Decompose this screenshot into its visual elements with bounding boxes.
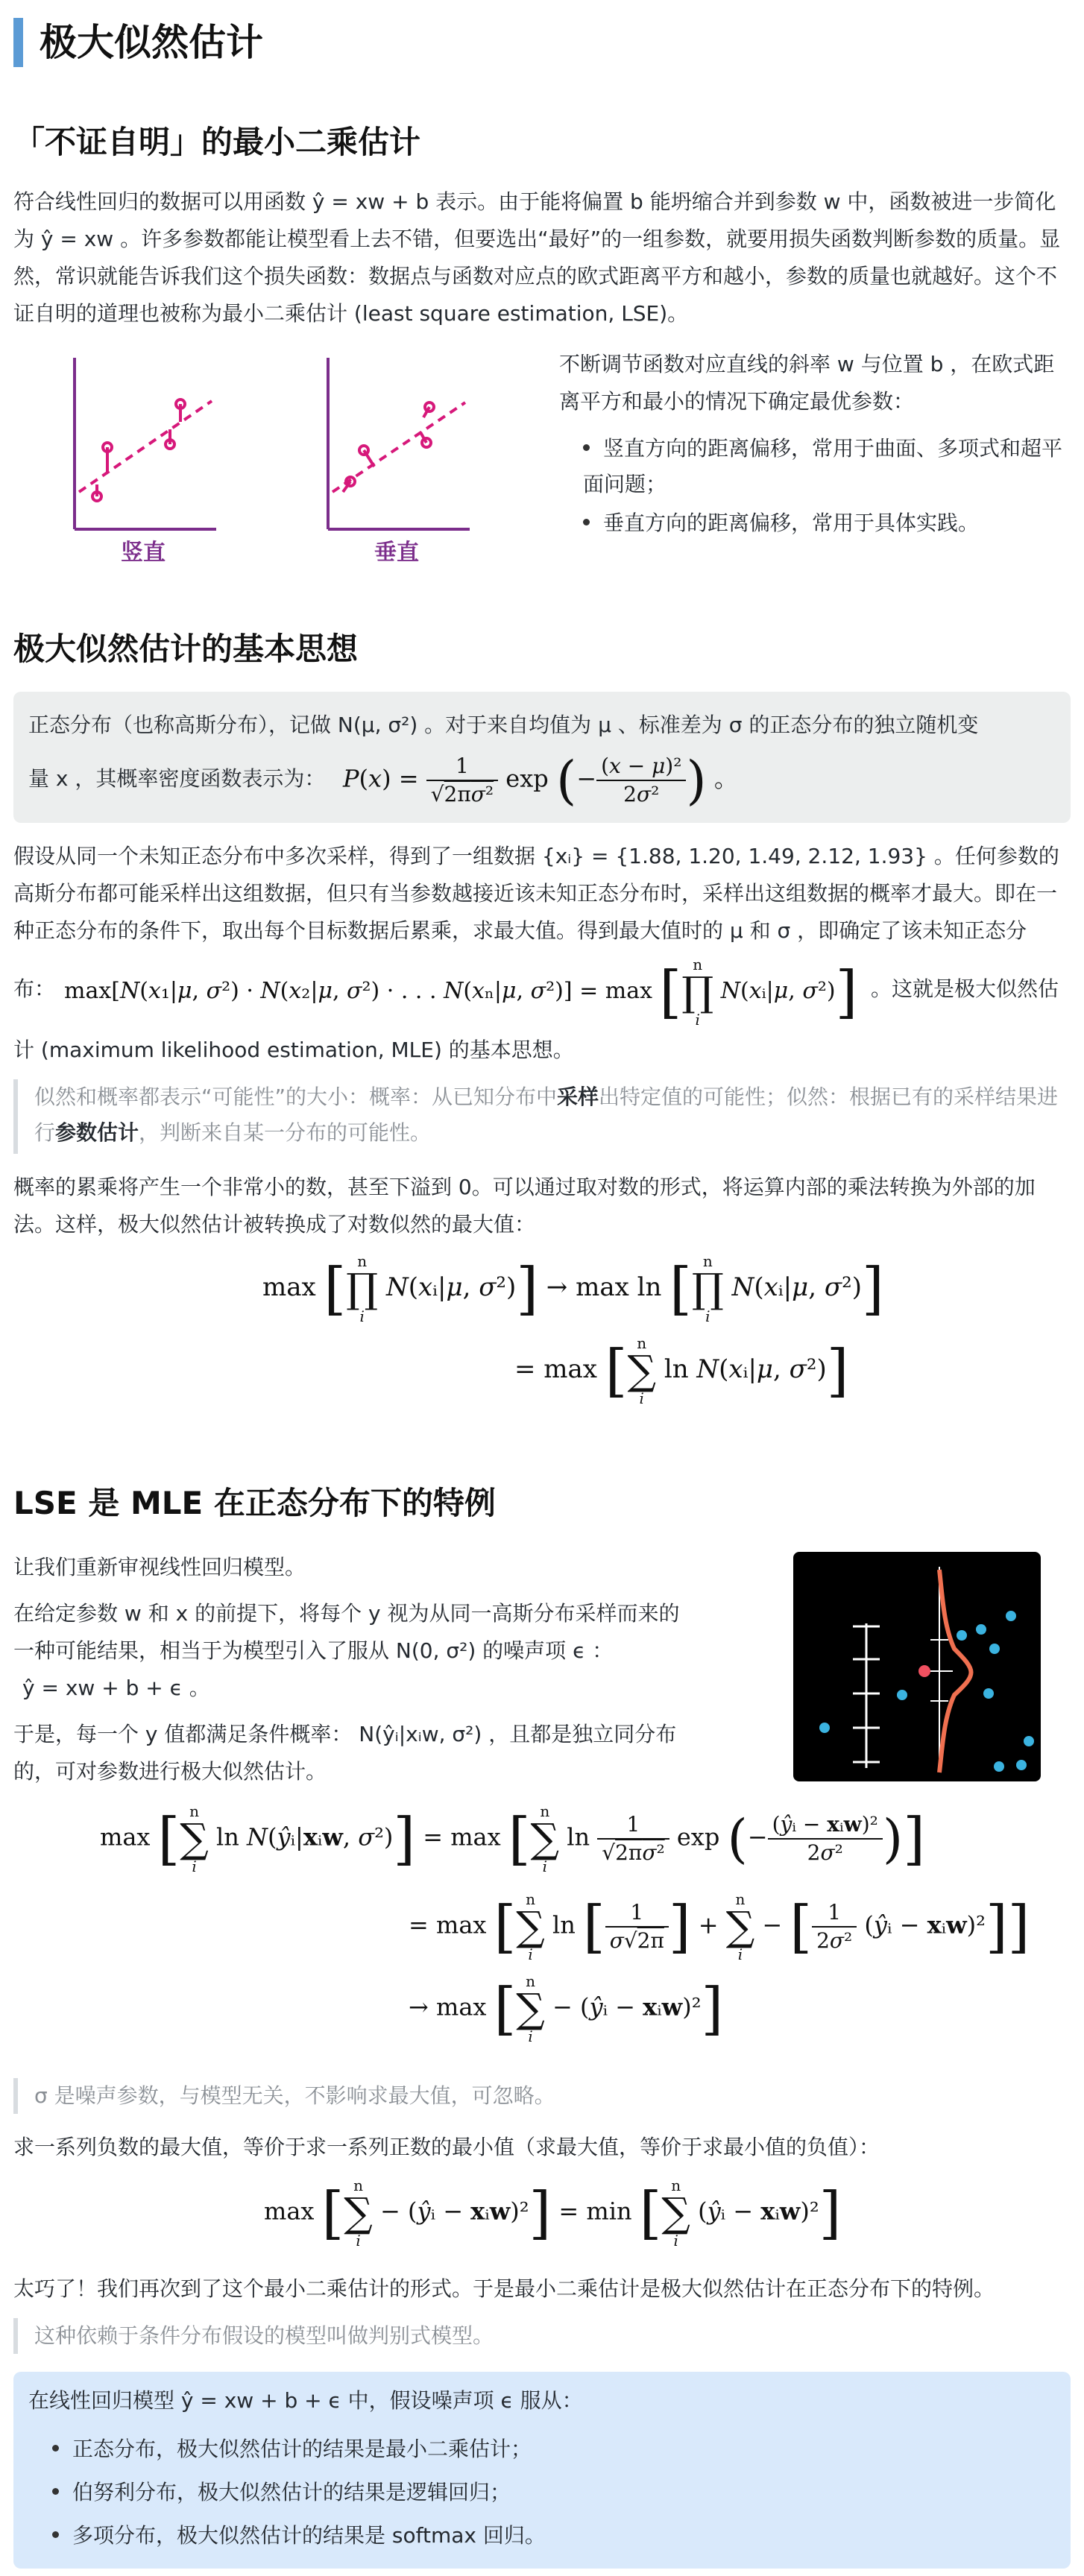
section-heading-mle-idea: 极大似然估计的基本思想 (13, 631, 359, 667)
bullet-text: 多项分布，极大似然估计的结果是 softmax 回归。 (72, 2523, 546, 2548)
summary-intro: 在线性回归模型 ŷ = xw + b + ϵ 中，假设噪声项 ϵ 服从： (28, 2388, 583, 2413)
list-item (583, 505, 1068, 541)
mle-derivation-line-3: → max [ n ∑ i − (ŷᵢ − xᵢw)²] (409, 1972, 724, 2045)
sigma-note: σ 是噪声参数，与模型无关，不影响求最大值，可忽略。 (13, 2078, 1071, 2114)
bullet-text: 正态分布，极大似然估计的结果是最小二乘估计； (72, 2437, 532, 2461)
noise-line-2: 一种可能结果，相当于为模型引入了服从 N(0, σ²) 的噪声项 ϵ ： (13, 1638, 614, 1663)
box-line-2: 量 x ，其概率密度函数表示为： (28, 766, 326, 791)
quote-text: 行 (34, 1120, 56, 1145)
section-heading-lse: 「不证自明」的最小二乘估计 (13, 124, 421, 160)
gaussian-noise-figure (793, 1552, 1041, 1781)
discriminative-note: 这种依赖于条件分布假设的模型叫做判别式模型。 (13, 2318, 1071, 2354)
sampling-line-2: 高斯分布都可能采样出这组数据，但只有当参数越接近该未知正态分布时，采样出这组数据的概率才最大。即在一 (13, 881, 1058, 906)
likelihood-note (13, 1079, 1071, 1154)
bullet-dot (583, 444, 590, 451)
box-line-1: 正态分布（也称高斯分布），记做 N(μ, σ²) 。对于来自均值为 μ 、标准差为 σ 的正态分布的独立随机变 (28, 713, 979, 737)
sampling-line-5: 计 (maximum likelihood estimation, MLE) 的基本思想。 (13, 1038, 574, 1062)
noise-line-1: 在给定参数 w 和 x 的前提下，将每个 y 视为从同一高斯分布采样而来的 (13, 1601, 680, 1626)
section-heading-lse-special-case: LSE 是 MLE 在正态分布下的特例 (13, 1485, 496, 1521)
log-likelihood-formula-1: max [ n ∏ i N(xᵢ|μ, σ²)] → max ln [ n ∏ i N(xᵢ|μ, σ²)] (262, 1252, 884, 1325)
max-product-formula: max[N(x₁|μ, σ²) · N(x₂|μ, σ²) · . . . N(xₙ|μ, σ²)] = max [ n ∏ i N(xᵢ|μ, σ²)] (64, 956, 858, 1029)
quote-text: ，判断来自某一分布的可能性。 (139, 1120, 432, 1145)
bullet-text: 垂直方向的距离偏移，常用于具体实践。 (603, 511, 980, 535)
bullet-text: 伯努利分布，极大似然估计的结果是逻辑回归； (72, 2480, 511, 2504)
perpendicular-offset-plot (328, 358, 470, 529)
bullet-dot (52, 2488, 59, 2495)
quote-text: 出特定值的可能性；似然：根据已有的采样结果进 (599, 1085, 1059, 1109)
fig-label-perpendicular: 垂直 (374, 540, 419, 566)
quote-text: 似然和概率都表示“可能性”的大小：概率：从已知分布中 (34, 1085, 558, 1109)
mle-derivation-line-2: = max [ n ∑ i ln [ $\frac{1}{\sigma√2\pi}$ ] + n ∑ i − [ $\frac{1}{\text{2σ²}}$ (ŷᵢ − xᵢw)²]] (409, 1890, 1030, 1963)
vertical-offset-plot (75, 358, 216, 529)
bullet-dot (52, 2531, 59, 2538)
pdf-formula: P(x) = $\frac{1}{\text{√2πσ²}}$ exp (− $\frac{\text{(x − μ)²}}{\text{2σ²}}$ ) 。 (343, 750, 738, 811)
sampling-line-4-post: 。这就是极大似然估 (871, 976, 1059, 1001)
neg-max-text: 求一系列负数的最大值，等价于求一系列正数的最小值（求最大值，等价于求最小值的负值）： (13, 2135, 880, 2159)
bullet-dot (52, 2445, 59, 2452)
fig-label-vertical: 竖直 (121, 540, 166, 566)
sampling-line-1: 假设从同一个未知正态分布中多次采样，得到了一组数据 {xᵢ} = {1.88, 1.20, 1.49, 2.12, 1.93} 。任何参数的 (13, 844, 1059, 868)
list-item (583, 431, 1068, 502)
log-likelihood-formula-2: = max [ n ∑ i ln N(xᵢ|μ, σ²)] (514, 1334, 849, 1407)
log-line-2: 法。这样，极大似然估计被转换成了对数似然的最大值： (13, 1212, 536, 1237)
log-line-1: 概率的累乘将产生一个非常小的数，甚至下溢到 0。可以通过取对数的形式，将运算内部的乘法转换为外部的加 (13, 1175, 1036, 1199)
revisit-text: 让我们重新审视线性回归模型。 (13, 1555, 306, 1579)
conditional-line-2: 的，可对参数进行极大似然估计。 (13, 1759, 327, 1784)
noise-line-3: ŷ = xw + b + ϵ 。 (22, 1676, 210, 1700)
max-min-equivalence-formula: max [ n ∑ i − (ŷᵢ − xᵢw)²] = min [ n ∑ i (ŷᵢ − xᵢw)²] (264, 2176, 842, 2250)
lse-paragraph: 符合线性回归的数据可以用函数 ŷ = xw + b 表示。由于能将偏置 b 能坍缩合并到参数 w 中，函数被进一步简化为 ŷ = xw 。许多参数都能让模型看上去不错，但要选出“最好”的一组参数，就要用损失函数判断参数的质量。显然，常识就能告诉我们这个损失函数：数据点与函数对应点的欧式距离平方和越小，参数的质量也就越好。这个不证自明的道理也被称为最小二乘估计 (least square estimation, LSE)。 (13, 189, 1061, 326)
mle-derivation-line-1: max [ n ∑ i ln N(ŷᵢ|xᵢw, σ²)] = max [ n ∑ i ln $\frac{1}{\text{√2πσ²}}$ exp (− $\frac{\text{(ŷᵢ − xᵢw)²}}{\text{2σ²}}$ )] (100, 1802, 925, 1875)
quote-bold: 采样 (557, 1085, 599, 1109)
conclusion-text: 太巧了！我们再次到了这个最小二乘估计的形式。于是最小二乘估计是极大似然估计在正态分布下的特例。 (13, 2276, 995, 2301)
list-item (52, 2475, 1051, 2510)
conditional-line-1: 于是，每一个 y 值都满足条件概率： N(ŷᵢ|xᵢw, σ²) ，且都是独立同分布 (13, 1722, 677, 1746)
sampling-line-4-pre: 布： (13, 976, 56, 1001)
list-item (52, 2431, 1051, 2467)
list-item (52, 2518, 1051, 2554)
bullet-dot (583, 519, 590, 525)
bullet-text: 竖直方向的距离偏移，常用于曲面、多项式和超平面问题； (583, 436, 1063, 496)
lse-side-text: 不断调节函数对应直线的斜率 w 与位置 b ，在欧式距离平方和最小的情况下确定最优参数： (559, 352, 1055, 414)
quote-bold: 参数估计 (55, 1120, 139, 1145)
page-title: 极大似然估计 (13, 18, 263, 67)
sampling-line-3: 种正态分布的条件下，取出每个目标数据后累乘，求最大值。得到最大值时的 μ 和 σ ，即确定了该未知正态分 (13, 918, 1027, 943)
